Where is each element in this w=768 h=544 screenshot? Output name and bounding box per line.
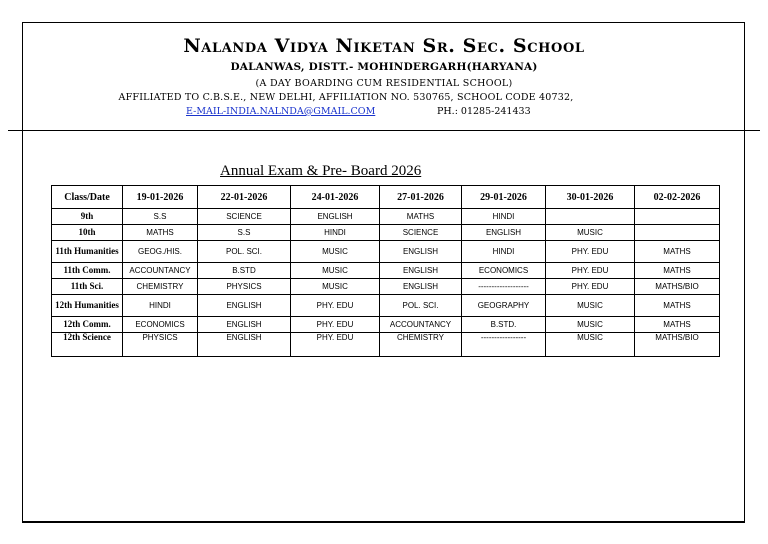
margin-rule-right bbox=[745, 130, 760, 131]
subject-cell: PHYSICS bbox=[123, 333, 198, 357]
subject-cell: GEOG./HIS. bbox=[123, 241, 198, 263]
subject-cell: GEOGRAPHY bbox=[462, 295, 546, 317]
subject-cell: ACCOUNTANCY bbox=[123, 263, 198, 279]
subject-cell: PHY. EDU bbox=[546, 241, 635, 263]
subject-cell: MATHS/BIO bbox=[635, 279, 720, 295]
class-cell: 9th bbox=[52, 209, 123, 225]
subject-cell: MATHS bbox=[635, 317, 720, 333]
subject-cell: MATHS/BIO bbox=[635, 333, 720, 357]
subject-cell: MUSIC bbox=[546, 333, 635, 357]
subject-cell: MATHS bbox=[635, 295, 720, 317]
subject-cell: S.S bbox=[123, 209, 198, 225]
subject-cell: ENGLISH bbox=[380, 279, 462, 295]
subject-cell: PHY. EDU bbox=[546, 263, 635, 279]
subject-cell: CHEMISTRY bbox=[123, 279, 198, 295]
class-cell: 11th Humanities bbox=[52, 241, 123, 263]
subject-cell: ENGLISH bbox=[462, 225, 546, 241]
column-header: 30-01-2026 bbox=[546, 186, 635, 209]
subject-cell: ENGLISH bbox=[198, 333, 291, 357]
column-header: 22-01-2026 bbox=[198, 186, 291, 209]
column-header: 19-01-2026 bbox=[123, 186, 198, 209]
class-cell: 12th Humanities bbox=[52, 295, 123, 317]
column-header: 24-01-2026 bbox=[291, 186, 380, 209]
table-row bbox=[52, 209, 720, 225]
subject-cell: PHYSICS bbox=[198, 279, 291, 295]
table-row bbox=[52, 279, 720, 295]
subject-cell: ENGLISH bbox=[380, 241, 462, 263]
class-cell: 11th Comm. bbox=[52, 263, 123, 279]
subject-cell: ENGLISH bbox=[380, 263, 462, 279]
table-row bbox=[52, 333, 720, 357]
subject-cell: CHEMISTRY bbox=[380, 333, 462, 357]
margin-rule-left bbox=[8, 130, 22, 131]
subject-cell: PHY. EDU bbox=[291, 295, 380, 317]
subject-cell: HINDI bbox=[123, 295, 198, 317]
subject-cell: ENGLISH bbox=[198, 317, 291, 333]
column-header: 02-02-2026 bbox=[635, 186, 720, 209]
subject-cell: MATHS bbox=[380, 209, 462, 225]
subject-cell: MUSIC bbox=[546, 295, 635, 317]
column-header: 27-01-2026 bbox=[380, 186, 462, 209]
column-header: 29-01-2026 bbox=[462, 186, 546, 209]
table-row bbox=[52, 317, 720, 333]
subject-cell bbox=[546, 209, 635, 225]
table-header-row bbox=[52, 186, 720, 209]
exam-schedule-table bbox=[51, 185, 720, 357]
table-row bbox=[52, 241, 720, 263]
subject-cell: ------------------- bbox=[462, 279, 546, 295]
subject-cell: MUSIC bbox=[546, 225, 635, 241]
subject-cell: MUSIC bbox=[546, 317, 635, 333]
subject-cell: PHY. EDU bbox=[546, 279, 635, 295]
subject-cell: MUSIC bbox=[291, 279, 380, 295]
subject-cell: B.STD. bbox=[462, 317, 546, 333]
table-row bbox=[52, 225, 720, 241]
subject-cell: ----------------- bbox=[462, 333, 546, 357]
school-type: (A DAY BOARDING CUM RESIDENTIAL SCHOOL) bbox=[255, 78, 513, 89]
class-cell: 10th bbox=[52, 225, 123, 241]
class-cell: 11th Sci. bbox=[52, 279, 123, 295]
subject-cell: PHY. EDU bbox=[291, 317, 380, 333]
subject-cell: ECONOMICS bbox=[462, 263, 546, 279]
subject-cell: MATHS bbox=[635, 241, 720, 263]
school-location: DALANWAS, DISTT.- MOHINDERGARH(HARYANA) bbox=[230, 61, 538, 73]
subject-cell: MUSIC bbox=[291, 241, 380, 263]
document-title: Annual Exam & Pre- Board 2026 bbox=[220, 163, 422, 179]
email-link[interactable]: E-MAIL-INDIA.NALNDA@GMAIL.COM bbox=[186, 106, 376, 117]
subject-cell: SCIENCE bbox=[198, 209, 291, 225]
subject-cell bbox=[635, 209, 720, 225]
subject-cell: HINDI bbox=[462, 209, 546, 225]
class-cell: 12th Science bbox=[52, 333, 123, 357]
subject-cell: MATHS bbox=[635, 263, 720, 279]
subject-cell bbox=[635, 225, 720, 241]
phone-number: PH.: 01285-241433 bbox=[437, 106, 531, 117]
header-divider bbox=[22, 130, 745, 131]
table-row bbox=[52, 295, 720, 317]
subject-cell: S.S bbox=[198, 225, 291, 241]
subject-cell: HINDI bbox=[291, 225, 380, 241]
subject-cell: POL. SCI. bbox=[198, 241, 291, 263]
class-cell: 12th Comm. bbox=[52, 317, 123, 333]
subject-cell: ECONOMICS bbox=[123, 317, 198, 333]
subject-cell: POL. SCI. bbox=[380, 295, 462, 317]
subject-cell: PHY. EDU bbox=[291, 333, 380, 357]
affiliation-line: AFFILIATED TO C.B.S.E., NEW DELHI, AFFILIATION NO. 530765, SCHOOL CODE 40732, bbox=[118, 92, 574, 103]
subject-cell: HINDI bbox=[462, 241, 546, 263]
table-row bbox=[52, 263, 720, 279]
subject-cell: MUSIC bbox=[291, 263, 380, 279]
subject-cell: ENGLISH bbox=[291, 209, 380, 225]
subject-cell: ACCOUNTANCY bbox=[380, 317, 462, 333]
subject-cell: B.STD bbox=[198, 263, 291, 279]
subject-cell: ENGLISH bbox=[198, 295, 291, 317]
column-header: Class/Date bbox=[52, 186, 123, 209]
school-name: Nalanda Vidya Niketan Sr. Sec. School bbox=[183, 35, 585, 57]
subject-cell: MATHS bbox=[123, 225, 198, 241]
subject-cell: SCIENCE bbox=[380, 225, 462, 241]
